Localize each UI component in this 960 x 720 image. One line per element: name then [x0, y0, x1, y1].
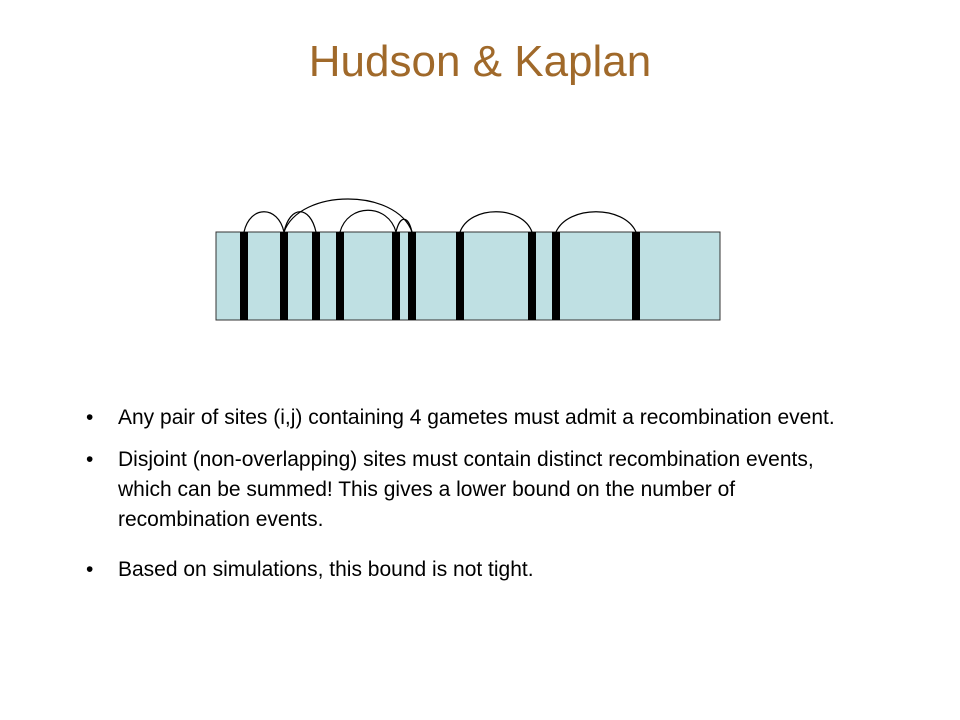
- recombination-arcs: [244, 199, 636, 232]
- arc: [284, 199, 412, 232]
- arc: [396, 219, 412, 232]
- arc: [244, 212, 284, 232]
- site-line: [280, 232, 288, 320]
- bullet-text: Disjoint (non-overlapping) sites must contain distinct recombination events, which can be summed! This gives a lower bound on the number of recombination events.: [118, 448, 814, 531]
- site-line: [240, 232, 248, 320]
- site-line: [408, 232, 416, 320]
- site-line: [528, 232, 536, 320]
- site-line: [632, 232, 640, 320]
- site-line: [392, 232, 400, 320]
- bullet-text: Any pair of sites (i,j) containing 4 gametes must admit a recombination event.: [118, 406, 835, 429]
- arc: [556, 212, 636, 232]
- site-line: [456, 232, 464, 320]
- bullet-item: [80, 403, 840, 433]
- bullet-item: [80, 555, 840, 585]
- site-line: [336, 232, 344, 320]
- bullet-list: [80, 403, 840, 597]
- bullet-icon: •: [86, 558, 94, 581]
- slide-title: Hudson & Kaplan: [308, 37, 652, 86]
- site-line: [312, 232, 320, 320]
- bullet-icon: •: [86, 406, 94, 429]
- arc: [340, 210, 396, 232]
- arc: [460, 212, 532, 232]
- bullet-text: Based on simulations, this bound is not tight.: [118, 558, 534, 581]
- bullet-item: [80, 445, 840, 535]
- bullet-icon: •: [86, 448, 94, 471]
- sequence-box: [216, 232, 720, 320]
- site-line: [552, 232, 560, 320]
